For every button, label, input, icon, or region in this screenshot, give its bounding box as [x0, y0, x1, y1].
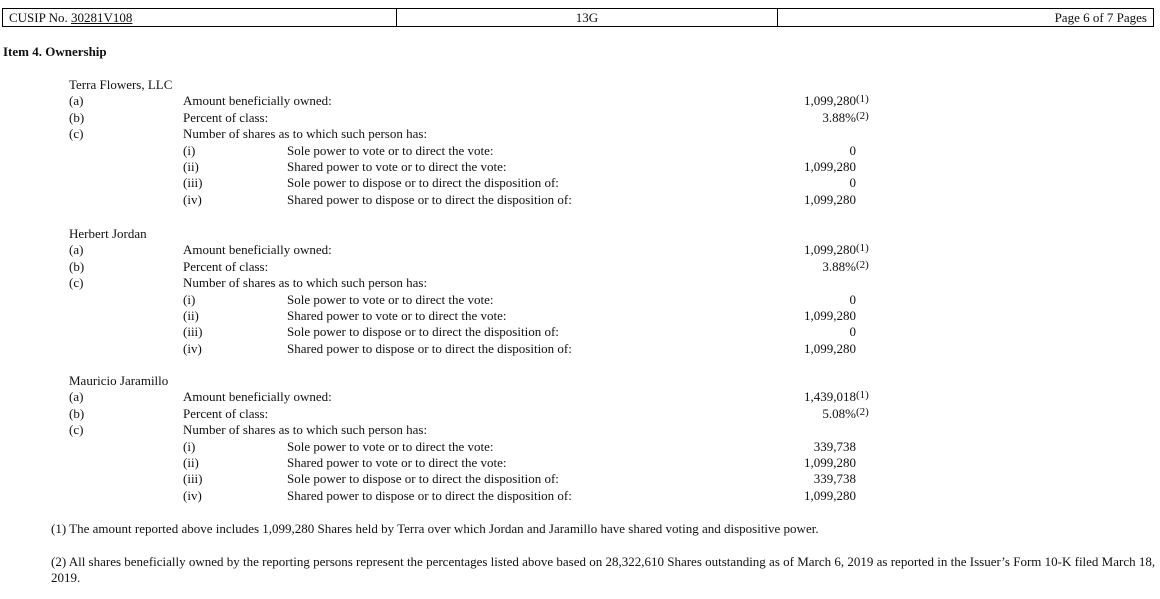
- sub-item-label: Sole power to dispose or to direct the disposition of:: [287, 324, 559, 340]
- footnote-1: (1) The amount reported above includes 1,099,280 Shares held by Terra over which Jordan and Jaramillo have shared voting and dispositive power.: [51, 521, 819, 536]
- item-letter: (b): [69, 258, 85, 274]
- person-name: Terra Flowers, LLC: [69, 77, 173, 92]
- sub-item-numeral: (i): [183, 291, 196, 307]
- amount-label: Amount beneficially owned:: [183, 242, 332, 258]
- sub-item-value: 1,099,280: [804, 454, 856, 470]
- page-number-cell: Page 6 of 7 Pages: [777, 9, 1153, 26]
- sub-item-value: 1,099,280: [804, 340, 856, 356]
- sub-item-numeral: (ii): [183, 307, 199, 323]
- sub-item-numeral: (ii): [183, 158, 199, 174]
- sub-item-numeral: (iv): [183, 191, 202, 207]
- shares-label: Number of shares as to which such person has:: [183, 422, 428, 438]
- sub-item-numeral: (iii): [183, 471, 203, 487]
- percent-value: 3.88%(2): [822, 258, 869, 274]
- item-letter: (c): [69, 422, 84, 438]
- sub-item-label: Shared power to dispose or to direct the disposition of:: [287, 191, 572, 207]
- shares-label: Number of shares as to which such person has:: [183, 126, 428, 142]
- amount-value: 1,099,280(1): [804, 93, 869, 109]
- shares-label: Number of shares as to which such person has:: [183, 275, 428, 291]
- item-4-title: Item 4. Ownership: [3, 44, 107, 59]
- item-letter: (a): [69, 389, 84, 405]
- amount-value: 1,439,018(1): [804, 389, 869, 405]
- percent-value: 5.08%(2): [822, 405, 869, 421]
- sub-item-numeral: (i): [183, 438, 196, 454]
- sub-item-numeral: (iv): [183, 487, 202, 503]
- sub-item-label: Sole power to vote or to direct the vote:: [287, 142, 494, 158]
- percent-label: Percent of class:: [183, 109, 269, 125]
- item-letter: (a): [69, 93, 84, 109]
- amount-label: Amount beneficially owned:: [183, 93, 332, 109]
- person-name: Mauricio Jaramillo: [69, 373, 169, 388]
- sub-item-label: Shared power to dispose or to direct the disposition of:: [287, 487, 572, 503]
- item-letter: (a): [69, 242, 84, 258]
- sub-item-value: 0: [849, 291, 856, 307]
- item-letter: (c): [69, 126, 84, 142]
- sub-item-numeral: (iii): [183, 324, 203, 340]
- amount-label: Amount beneficially owned:: [183, 389, 332, 405]
- person-section-terra: [0, 77, 1160, 208]
- person-section-jordan: [0, 226, 1160, 357]
- sub-item-value: 0: [849, 142, 856, 158]
- cusip-cell: [3, 9, 396, 26]
- sub-item-label: Sole power to dispose or to direct the disposition of:: [287, 175, 559, 191]
- sub-item-value: 1,099,280: [804, 158, 856, 174]
- cover-header-table: [2, 8, 1154, 27]
- cusip-number: 30281V108: [71, 10, 133, 25]
- person-section-jaramillo: [0, 373, 1160, 504]
- sub-item-label: Shared power to dispose or to direct the disposition of:: [287, 340, 572, 356]
- sub-item-label: Sole power to vote or to direct the vote:: [287, 438, 494, 454]
- sub-item-label: Shared power to vote or to direct the vote:: [287, 158, 507, 174]
- item-letter: (c): [69, 275, 84, 291]
- cusip-prefix: CUSIP No.: [9, 10, 68, 25]
- amount-value: 1,099,280(1): [804, 242, 869, 258]
- item-letter: (b): [69, 109, 85, 125]
- person-name: Herbert Jordan: [69, 226, 147, 241]
- sub-item-value: 1,099,280: [804, 307, 856, 323]
- sub-item-value: 0: [849, 324, 856, 340]
- sub-item-numeral: (ii): [183, 454, 199, 470]
- sub-item-value: 339,738: [813, 471, 856, 487]
- sub-item-label: Shared power to vote or to direct the vote:: [287, 307, 507, 323]
- percent-value: 3.88%(2): [822, 109, 869, 125]
- percent-label: Percent of class:: [183, 405, 269, 421]
- sub-item-label: Sole power to vote or to direct the vote:: [287, 291, 494, 307]
- footnote-2: (2) All shares beneficially owned by the reporting persons represent the percentages listed above based on 28,322,610 Shares outstanding as of March 6, 2019 as reported in the Issuer’s Form 10-K filed March 18, 2019.: [51, 554, 1156, 586]
- sub-item-numeral: (i): [183, 142, 196, 158]
- sub-item-value: 1,099,280: [804, 487, 856, 503]
- sub-item-numeral: (iii): [183, 175, 203, 191]
- percent-label: Percent of class:: [183, 258, 269, 274]
- sub-item-value: 0: [849, 175, 856, 191]
- sub-item-value: 1,099,280: [804, 191, 856, 207]
- sub-item-value: 339,738: [813, 438, 856, 454]
- sub-item-label: Sole power to dispose or to direct the disposition of:: [287, 471, 559, 487]
- sub-item-numeral: (iv): [183, 340, 202, 356]
- item-letter: (b): [69, 405, 85, 421]
- sub-item-label: Shared power to vote or to direct the vote:: [287, 454, 507, 470]
- form-type-cell: 13G: [396, 9, 777, 26]
